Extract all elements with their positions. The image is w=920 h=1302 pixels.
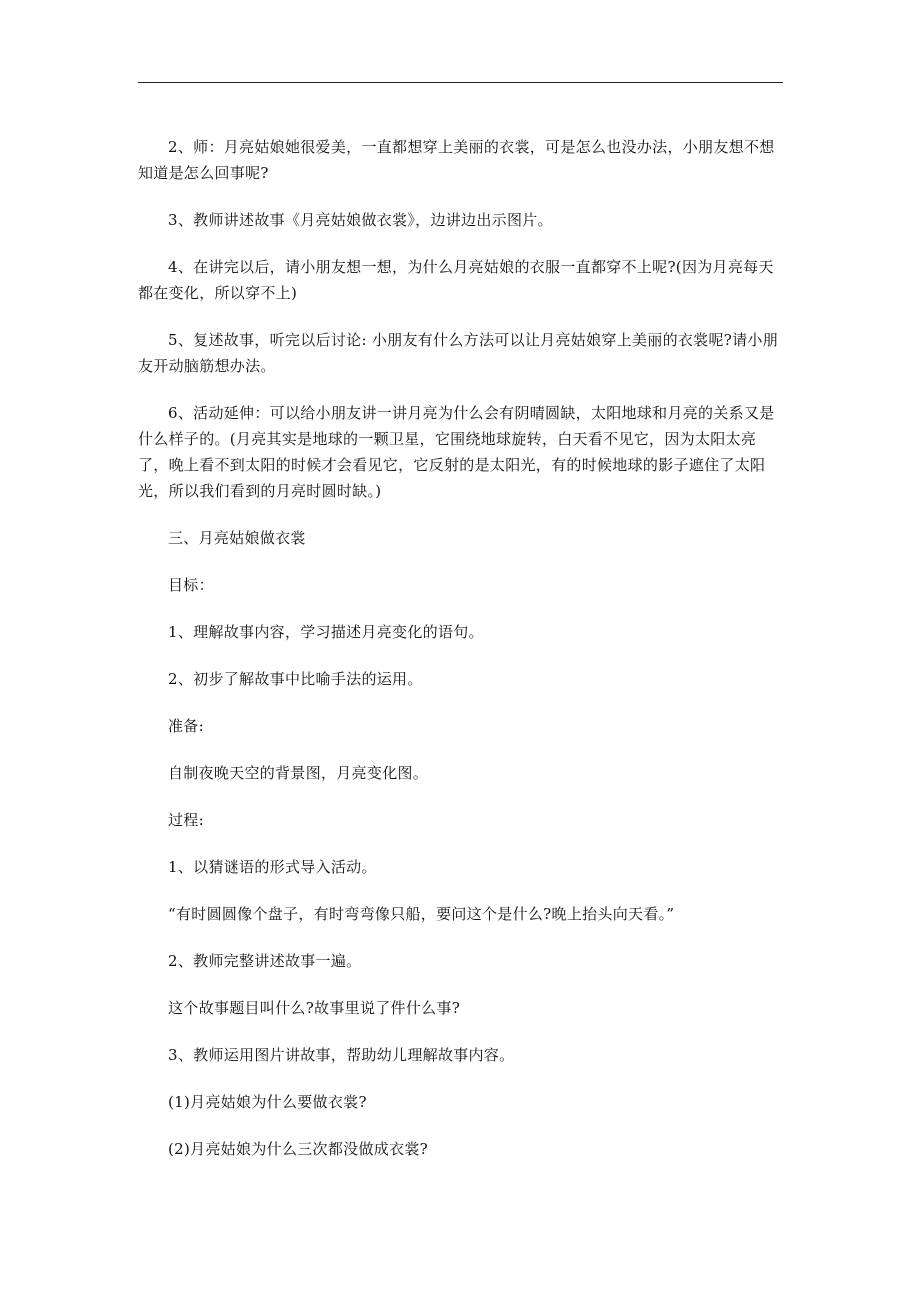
section-heading: 三、月亮姑娘做衣裳 (168, 529, 306, 547)
paragraph: 这个故事题目叫什么?故事里说了件什么事? (168, 999, 461, 1017)
paragraph: 6、活动延伸：可以给小朋友讲一讲月亮为什么会有阴晴圆缺，太阳地球和月亮的关系又是什么样子的。(月亮其实是地球的一颗卫星，它围绕地球旋转，白天看不见它，因为太阳太亮了，晚上看不到太阳的时候才会看见它，它反射的是太阳光，有的时候地球的影子遮住了太阳光，所以我们看到的月亮时圆时缺。) (138, 404, 775, 500)
paragraph: 2、教师完整讲述故事一遍。 (168, 952, 362, 970)
paragraph: (1)月亮姑娘为什么要做衣裳? (168, 1093, 367, 1111)
document-body (138, 126, 783, 1183)
subheading: 准备: (168, 717, 204, 735)
paragraph: 1、以猜谜语的形式导入活动。 (168, 858, 377, 876)
paragraph: 3、教师讲述故事《月亮姑娘做衣裳》，边讲边出示图片。 (168, 211, 553, 229)
paragraph: “有时圆圆像个盘子，有时弯弯像只船，要问这个是什么?晚上抬头向天看。” (168, 905, 675, 923)
paragraph: 1、理解故事内容，学习描述月亮变化的语句。 (168, 623, 484, 641)
paragraph: 2、初步了解故事中比喻手法的运用。 (168, 670, 423, 688)
subheading: 过程: (168, 811, 204, 829)
paragraph: 自制夜晚天空的背景图，月亮变化图。 (168, 764, 429, 782)
header-rule (138, 82, 783, 83)
paragraph: 2、师：月亮姑娘她很爱美，一直都想穿上美丽的衣裳，可是怎么也没办法，小朋友想不想知道是怎么回事呢? (138, 138, 775, 182)
subheading: 目标： (168, 576, 214, 594)
paragraph: 3、教师运用图片讲故事，帮助幼儿理解故事内容。 (168, 1046, 515, 1064)
paragraph: 4、在讲完以后，请小朋友想一想，为什么月亮姑娘的衣服一直都穿不上呢?(因为月亮每天都在变化，所以穿不上) (138, 258, 774, 302)
paragraph: 5、复述故事，听完以后讨论: 小朋友有什么方法可以让月亮姑娘穿上美丽的衣裳呢?请小朋友开动脑筋想办法。 (138, 331, 779, 375)
paragraph: (2)月亮姑娘为什么三次都没做成衣裳? (168, 1140, 428, 1158)
